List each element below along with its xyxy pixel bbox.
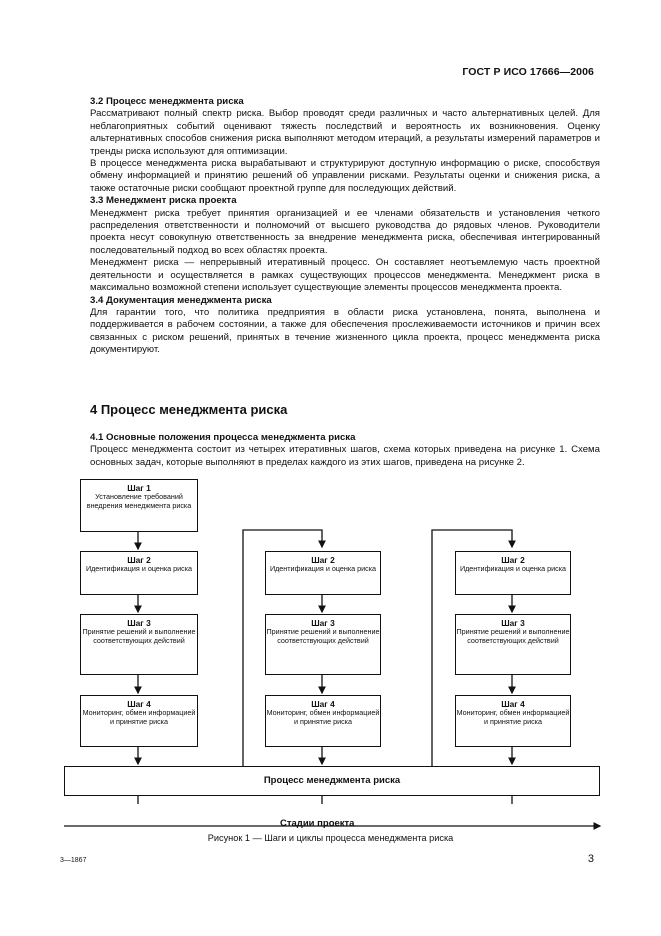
step-4-box-col-1 xyxy=(80,695,198,747)
section-3-3-para-1: Менеджмент риска требует принятия организацией и ее членами обязательств и установления четкого распределения ответственности и полномочий от высшего руководства до рядовых членов. Руководители проекта несут совокупную ответственность за внедрение менеджмента риска, обеспечивая интегрированный последовательный подход во всех областях проекта. xyxy=(90,207,600,256)
section-3-2-para-2: В процессе менеджмента риска вырабатывают и структурируют доступную информацию о риске, способствуя обмену информацией и принятию решений об управлении рисками. Результаты оценки и снижения риска, а также остаточные риски сообщают проектной группе для последующих действий. xyxy=(90,158,600,194)
section-3-3-title: 3.3 Менеджмент риска проекта xyxy=(90,195,237,207)
step-3-title: Шаг 3 xyxy=(501,618,525,628)
step-2-title: Шаг 2 xyxy=(311,555,335,565)
step-2-text: Идентификация и оценка риска xyxy=(269,564,377,573)
section-3-2-title: 3.2 Процесс менеджмента риска xyxy=(90,96,244,107)
step-3-box-col-2 xyxy=(265,614,381,675)
step-3-box-col-3 xyxy=(455,614,571,675)
step-4-text: Мониторинг, обмен информацией и принятие риска xyxy=(456,708,570,726)
step-4-title: Шаг 4 xyxy=(501,699,525,709)
section-3-4-para-1: Для гарантии того, что политика предприятия в области риска установлена, понята, выполнена и поддерживается в рабочем состоянии, а также для обеспечения прослеживаемости источников и причин всех связанных с риском решений, принятых в течение жизненного цикла проекта, процесс менеджмента риска документируют. xyxy=(90,306,600,356)
step-1-text: Установление требований внедрения менеджмента риска xyxy=(86,492,192,510)
section-4-1-para-1: Процесс менеджмента состоит из четырех итеративных шагов, схема которых приведена на рисунке 1. Схема основных задач, которые выполняют в пределах каждого из этих шагов, приведена на рисунке 2. xyxy=(90,444,600,468)
step-3-text: Принятие решений и выполнение соответствующих действий xyxy=(266,627,380,645)
section-3-3-para-2: Менеджмент риска — непрерывный итеративный процесс. Он составляет неотъемлемую часть проектной деятельности и осуществляется в рамках существующих процессов менеджмента. Менеджмент риска в максимально возможной степени использует существующие элементы процессов менеджмента проекта. xyxy=(90,257,600,294)
step-3-title: Шаг 3 xyxy=(127,618,151,628)
section-3-2-para-1: Рассматривают полный спектр риска. Выбор проводят среди различных и часто альтернативных целей. Для неблагоприятных событий оценивают тяжесть последствий и вероятность их возникновения. Оценку альтернативных способов снижения риска выполняют методом итераций, а результаты измерений параметров и тренды риска используют для оптимизации. xyxy=(90,108,600,157)
step-2-box-col-1 xyxy=(80,551,198,595)
section-3-4-title: 3.4 Документация менеджмента риска xyxy=(90,294,272,306)
step-1-box xyxy=(80,479,198,532)
step-3-box-col-1 xyxy=(80,614,198,675)
document-code: ГОСТ Р ИСО 17666—2006 xyxy=(462,66,594,78)
step-4-box-col-3 xyxy=(455,695,571,747)
section-4-title: 4 Процесс менеджмента риска xyxy=(90,402,288,417)
step-1-title: Шаг 1 xyxy=(127,483,151,493)
step-2-title: Шаг 2 xyxy=(127,555,151,565)
step-2-text: Идентификация и оценка риска xyxy=(85,564,193,573)
project-stages-label: Стадии проекта xyxy=(280,818,355,829)
step-3-text: Принятие решений и выполнение соответствующих действий xyxy=(456,627,570,645)
step-4-text: Мониторинг, обмен информацией и принятие риска xyxy=(266,708,380,726)
section-4-1-title: 4.1 Основные положения процесса менеджмента риска xyxy=(90,432,356,443)
step-2-box-col-3 xyxy=(455,551,571,595)
step-3-text: Принятие решений и выполнение соответствующих действий xyxy=(82,627,196,645)
risk-management-process-bar: Процесс менеджмента риска xyxy=(64,766,600,796)
step-4-box-col-2 xyxy=(265,695,381,747)
step-2-title: Шаг 2 xyxy=(501,555,525,565)
step-2-box-col-2 xyxy=(265,551,381,595)
section-4-1-block xyxy=(90,432,600,469)
step-2-text: Идентификация и оценка риска xyxy=(459,564,567,573)
step-4-text: Мониторинг, обмен информацией и принятие риска xyxy=(82,708,196,726)
section-3-block xyxy=(90,96,600,357)
print-code: 3—1867 xyxy=(60,857,87,864)
page-number: 3 xyxy=(587,853,594,865)
step-4-title: Шаг 4 xyxy=(311,699,335,709)
figure-caption: Рисунок 1 — Шаги и циклы процесса менеджмента риска xyxy=(207,833,454,843)
step-3-title: Шаг 3 xyxy=(311,618,335,628)
step-4-title: Шаг 4 xyxy=(127,699,151,709)
